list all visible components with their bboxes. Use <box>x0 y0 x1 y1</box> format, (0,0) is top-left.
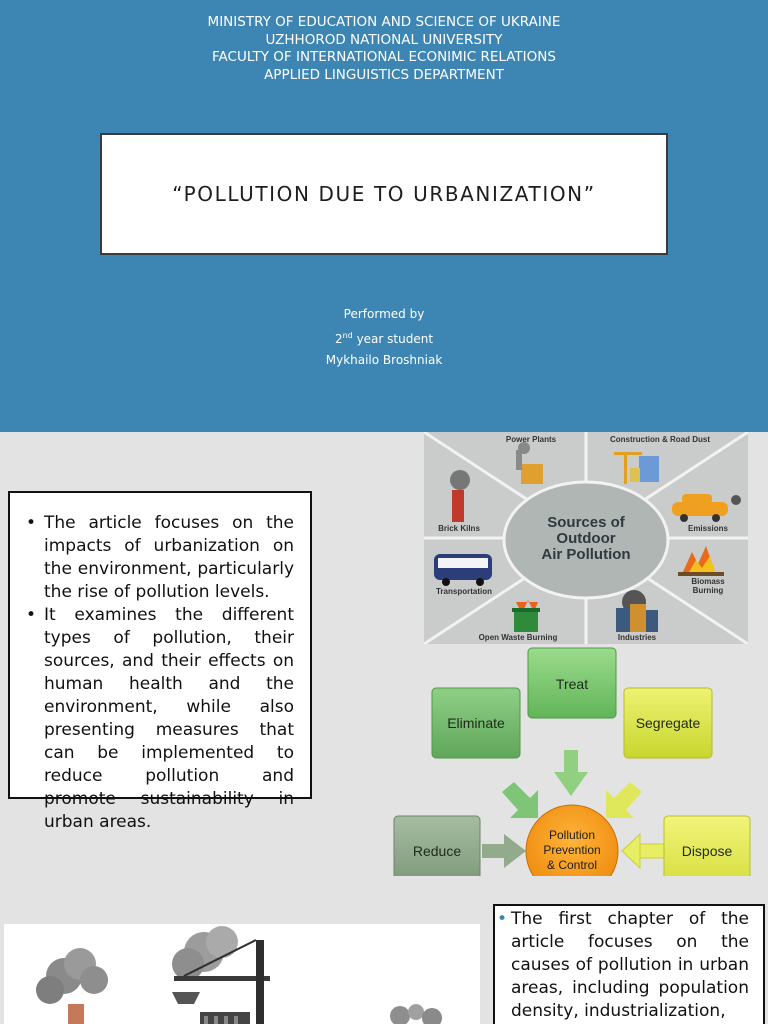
presentation-title: “POLLUTION DUE TO URBANIZATION” <box>172 182 596 206</box>
arrow-segregate <box>606 782 642 818</box>
student-name: Mykhailo Broshniak <box>325 353 443 367</box>
sources-center-line3: Air Pollution <box>541 546 631 563</box>
label-brick-kilns: Brick Kilns <box>438 524 480 533</box>
sources-center-line2: Outdoor <box>556 530 616 547</box>
eliminate-label: Eliminate <box>447 715 505 731</box>
factory-smoke-icon <box>4 924 480 1024</box>
bullet-item: • The article focuses on the impacts of urbanization on the environment, particularly the rise of pollution levels. <box>26 512 294 604</box>
air-pollution-sources-diagram <box>424 432 748 644</box>
urban-pollution-illustration <box>4 924 480 1024</box>
center-line2: Prevention <box>543 843 601 857</box>
institution-line: APPLIED LINGUISTICS DEPARTMENT <box>264 66 504 83</box>
label-power-plants: Power Plants <box>505 435 557 444</box>
label-emissions: Emissions <box>687 524 729 533</box>
performed-by-label: Performed by <box>343 307 425 321</box>
title-slide <box>0 0 768 432</box>
treat-label: Treat <box>555 676 589 692</box>
arrow-eliminate <box>502 782 538 818</box>
institution-header <box>0 14 768 84</box>
label-construction: Construction & Road Dust <box>610 435 710 444</box>
segregate-label: Segregate <box>635 715 701 731</box>
chapter-bullet <box>497 908 749 1023</box>
arrow-reduce <box>482 834 526 868</box>
label-industries: Industries <box>617 633 657 642</box>
reduce-label: Reduce <box>412 843 462 859</box>
sources-center-line1: Sources of <box>547 514 625 531</box>
causes-slide <box>0 894 768 1024</box>
arrow-treat <box>554 750 588 796</box>
label-biomass-1: Biomass <box>691 577 725 586</box>
institution-line: FACULTY OF INTERNATIONAL ECONIMIC RELATIONS <box>212 49 556 65</box>
label-open-waste: Open Waste Burning <box>478 633 558 642</box>
institution-line: MINISTRY OF EDUCATION AND SCIENCE OF UKRAINE <box>207 14 561 30</box>
content-slide <box>0 432 768 894</box>
bullet-list <box>26 512 294 834</box>
institution-line: UZHHOROD NATIONAL UNIVERSITY <box>265 31 503 48</box>
bullet-dot: • <box>497 909 508 929</box>
student-year: 2nd year student <box>334 331 434 346</box>
author-block <box>0 304 768 371</box>
label-biomass-2: Burning <box>692 586 724 595</box>
label-transportation: Transportation <box>435 587 493 596</box>
center-line3: & Control <box>546 858 598 872</box>
center-line1: Pollution <box>548 828 596 842</box>
dispose-label: Dispose <box>681 843 733 859</box>
title-box <box>100 133 668 255</box>
pollution-control-flow-diagram <box>390 646 754 876</box>
chapter-bullet-text: The first chapter of the article focuses on the causes of pollution in urban areas, including population density, industrialization, <box>511 909 749 1021</box>
bullet-item: • It examines the different types of pollution, their sources, and their effects on human health and the environment, while also presenting measures that can be implemented to reduce pollution and promote sustainability in urban areas. <box>26 604 294 834</box>
arrow-dispose <box>622 834 664 868</box>
